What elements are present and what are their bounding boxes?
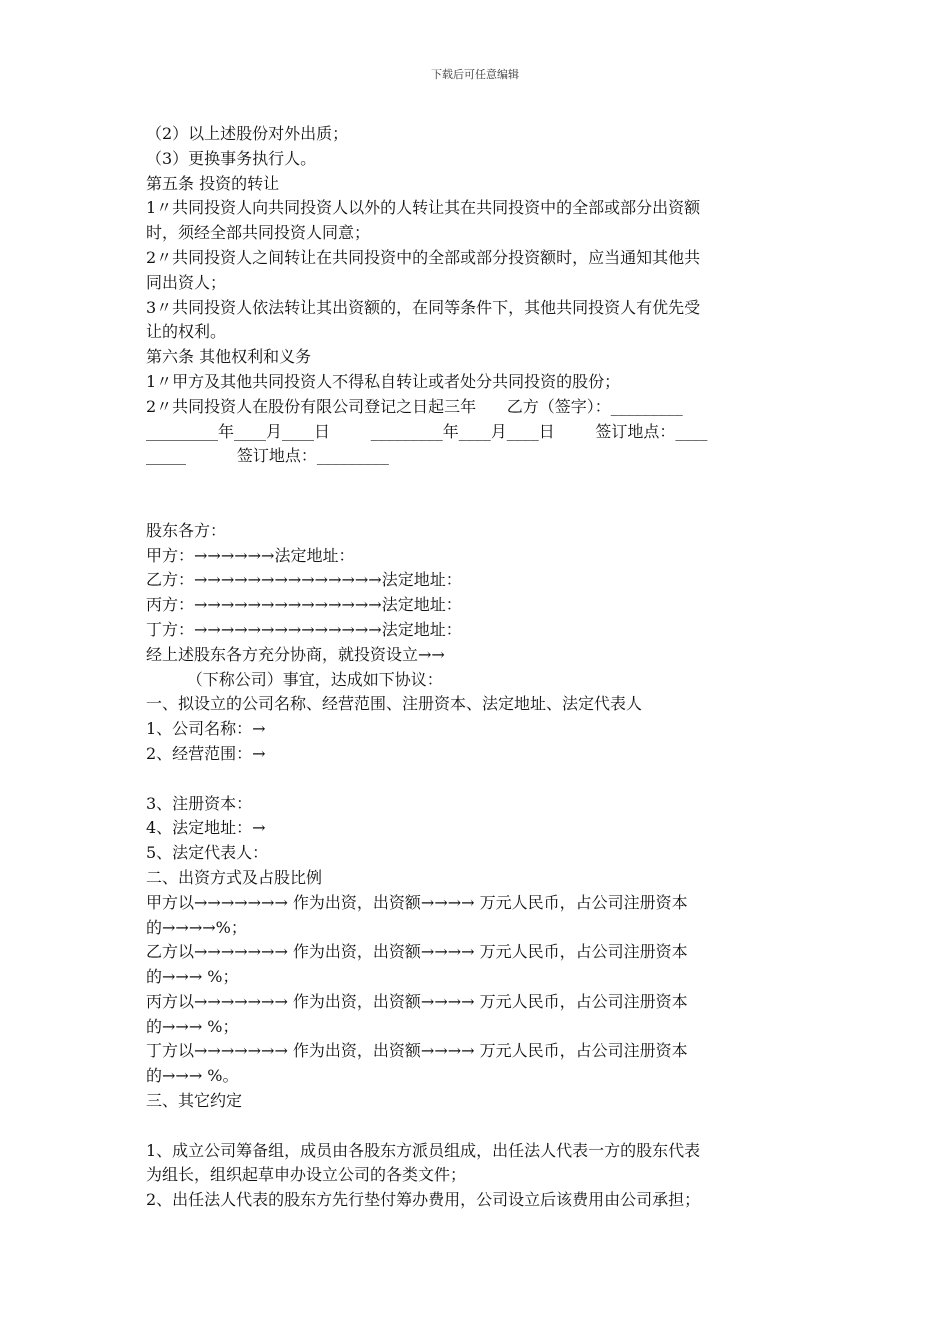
document-line [146,767,811,792]
document-line: 二、出资方式及占股比例 [146,867,323,887]
page-header: 下载后可任意编辑 [431,68,519,81]
document-line: （下称公司）事宜，达成如下协议： [146,669,443,689]
document-line [146,494,811,519]
document-line: 2〃共同投资人在股份有限公司登记之日起三年 乙方（签字）：_________ [146,396,683,416]
document-line: 第五条 投资的转让 [146,173,280,193]
document-line: 1、成立公司筹备组，成员由各股东方派员组成，出任法人代表一方的股东代表 [146,1140,701,1160]
document-line: 一、拟设立的公司名称、经营范围、注册资本、法定地址、法定代表人 [146,694,643,714]
document-line: 的→→→ %； [146,1016,239,1036]
document-line: 2〃共同投资人之间转让在共同投资中的全部或部分投资额时，应当通知其他共 [146,247,701,267]
document-line: 3〃共同投资人依法转让其出资额的，在同等条件下，其他共同投资人有优先受 [146,297,701,317]
document-line: 经上述股东各方充分协商，就投资设立→→ [146,644,445,664]
document-line: 2、出任法人代表的股东方先行垫付筹办费用，公司设立后该费用由公司承担； [146,1190,701,1210]
document-line: 2、经营范围：→ [146,743,266,763]
document-line: 乙方：→→→→→→→→→→→→→→法定地址： [146,570,462,590]
document-line: 1〃共同投资人向共同投资人以外的人转让其在共同投资中的全部或部分出资额 [146,198,701,218]
document-line: _____ 签订地点：_________ [146,446,389,466]
document-line: 5、法定代表人： [146,843,269,863]
document-line: 丁方以→→→→→→→ 作为出资，出资额→→→→ 万元人民币，占公司注册资本 [146,1041,688,1061]
document-line: 时，须经全部共同投资人同意； [146,223,371,243]
document-line: _________年____月____日 _________年____月____日 签订地点：____ [146,421,708,441]
document-line: 的→→→ %； [146,967,239,987]
document-line: 的→→→→%； [146,917,247,937]
document-line: 让的权利。 [146,322,227,342]
document-line: 丙方以→→→→→→→ 作为出资，出资额→→→→ 万元人民币，占公司注册资本 [146,991,688,1011]
document-line: （2）以上述股份对外出质； [146,124,349,143]
document-line: 同出资人； [146,272,227,292]
document-line: 甲方：→→→→→→法定地址： [146,545,355,565]
document-line [146,469,811,494]
document-line: 丙方：→→→→→→→→→→→→→→法定地址： [146,595,462,615]
document-line [146,1114,811,1139]
document-line: 1、公司名称：→ [146,719,266,739]
document-line: 3、注册资本： [146,793,253,813]
document-line: 第六条 其他权利和义务 [146,347,312,367]
document-line: 1〃甲方及其他共同投资人不得私自转让或者处分共同投资的股份； [146,371,621,391]
document-line: 甲方以→→→→→→→ 作为出资，出资额→→→→ 万元人民币，占公司注册资本 [146,892,688,912]
document-line: 4、法定地址：→ [146,818,266,838]
document-line: 乙方以→→→→→→→ 作为出资，出资额→→→→ 万元人民币，占公司注册资本 [146,942,688,962]
document-body [146,122,811,1213]
document-line: （3）更换事务执行人。 [146,148,317,168]
document-line: 三、其它约定 [146,1091,243,1111]
document-line: 的→→→ %。 [146,1066,239,1086]
document-line: 股东各方： [146,520,227,540]
document-line: 丁方：→→→→→→→→→→→→→→法定地址： [146,619,462,639]
document-line: 为组长，组织起草申办设立公司的各类文件； [146,1165,467,1185]
